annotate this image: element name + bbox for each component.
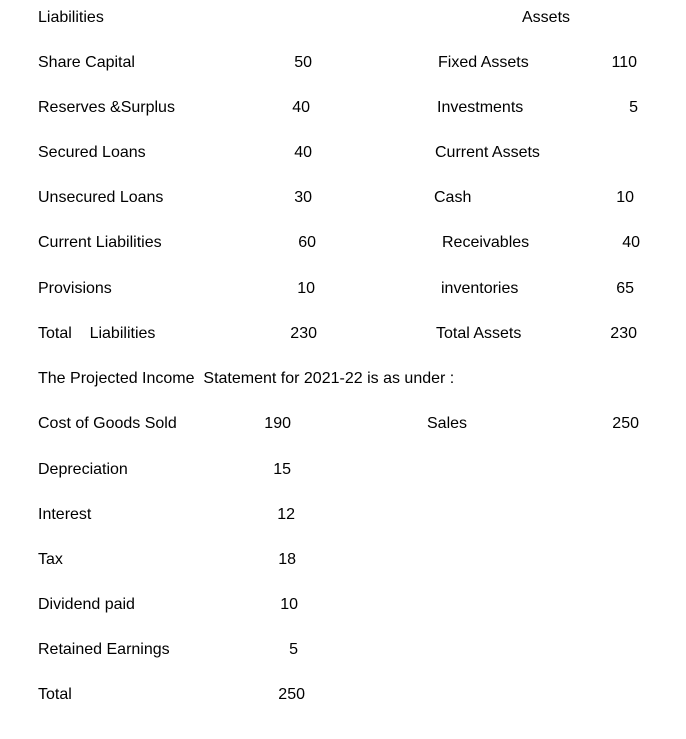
expense-value: 18 (278, 551, 296, 568)
total-expenses-label: Total (38, 686, 72, 703)
total-assets-label: Total Assets (436, 325, 522, 342)
expense-label: Interest (38, 506, 92, 523)
expense-label: Dividend paid (38, 596, 135, 613)
asset-value: 65 (616, 280, 634, 297)
asset-value: 40 (622, 234, 640, 251)
liability-label: Reserves &Surplus (38, 99, 175, 116)
asset-label: Receivables (442, 234, 530, 251)
asset-label: Cash (434, 189, 472, 206)
expense-label: Depreciation (38, 461, 128, 478)
income-label: Sales (427, 415, 468, 432)
liability-label: Unsecured Loans (38, 189, 164, 206)
liabilities-header: Liabilities (38, 9, 104, 26)
total-assets-value: 230 (610, 325, 637, 342)
liability-value: 40 (294, 144, 312, 161)
asset-label: Investments (437, 99, 524, 116)
liability-value: 40 (292, 99, 310, 116)
liability-label: Current Liabilities (38, 234, 162, 251)
liability-label: Secured Loans (38, 144, 146, 161)
total-expenses-value: 250 (278, 686, 305, 703)
liability-value: 60 (298, 234, 316, 251)
asset-value: 10 (616, 189, 634, 206)
asset-group-label: Current Assets (435, 144, 540, 161)
expense-value: 12 (277, 506, 295, 523)
asset-value: 5 (629, 99, 638, 116)
asset-label: Fixed Assets (438, 54, 529, 71)
liability-value: 10 (297, 280, 315, 297)
income-statement-heading: The Projected Income Statement for 2021-22 is as under : (38, 370, 455, 387)
total-liabilities-label: Total Liabilities (38, 325, 156, 342)
income-value: 250 (612, 415, 639, 432)
assets-header: Assets (522, 9, 571, 26)
expense-value: 5 (289, 641, 298, 658)
expense-value: 15 (273, 461, 291, 478)
asset-value: 110 (611, 54, 637, 71)
total-liabilities-value: 230 (290, 325, 317, 342)
expense-label: Retained Earnings (38, 641, 170, 658)
asset-label: inventories (441, 280, 519, 297)
liability-value: 50 (294, 54, 312, 71)
expense-label: Cost of Goods Sold (38, 415, 177, 432)
expense-value: 190 (264, 415, 291, 432)
expense-value: 10 (280, 596, 298, 613)
liability-label: Share Capital (38, 54, 135, 71)
liability-value: 30 (294, 189, 312, 206)
expense-label: Tax (38, 551, 63, 568)
liability-label: Provisions (38, 280, 112, 297)
